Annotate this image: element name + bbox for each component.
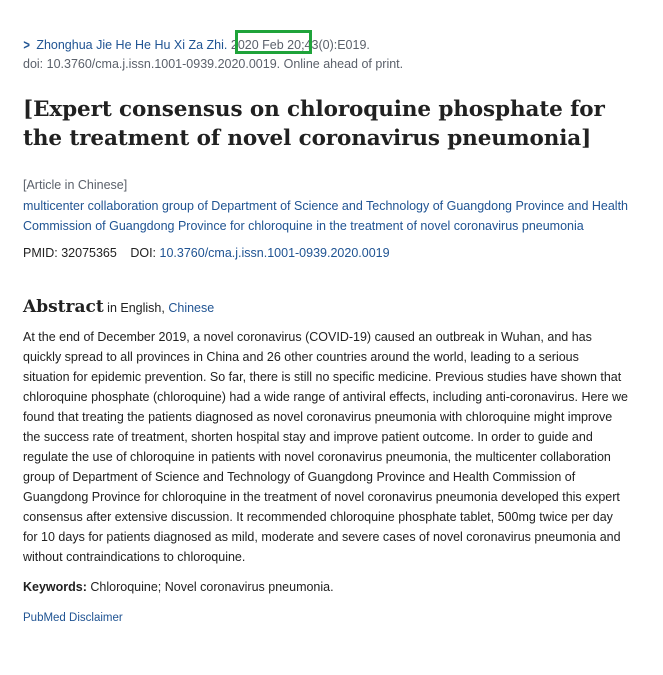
- language-note: [Article in Chinese]: [23, 178, 128, 192]
- abstract-language-prefix: in English,: [107, 301, 165, 315]
- chinese-language-link[interactable]: Chinese: [168, 301, 215, 315]
- chevron-right-icon: >: [23, 37, 30, 53]
- keywords-value: Chloroquine; Novel coronavirus pneumonia.: [90, 580, 334, 594]
- abstract-heading: Abstract: [23, 297, 104, 317]
- article-title: [Expert consensus on chloroquine phosphate for the treatment of novel coronavirus pneumonia]: [23, 97, 605, 151]
- doi-label: DOI:: [130, 246, 157, 260]
- publication-date: 2020 Feb 20: [230, 38, 302, 52]
- pmid-value: 32075365: [61, 246, 117, 260]
- citation-line: [23, 37, 633, 54]
- authors-link[interactable]: multicenter collaboration group of Department of Science and Technology of Guangdong Province and Health Commission of Guangdong Province for chloroquine in the treatment of novel coronavirus pneumonia: [23, 199, 629, 233]
- keywords-label: Keywords:: [23, 580, 87, 594]
- abstract-text: At the end of December 2019, a novel coronavirus (COVID-19) caused an outbreak in Wuhan, and has quickly spread to all provinces in China and 26 other countries around the world, leading to a serious situation for epidemic prevention. So far, there is still no specific medicine. Previous studies have shown that chloroquine phosphate (chloroquine) had a wide range of antiviral effects, including anti-coronavirus. Here we found that treating the patients diagnosed as novel coronavirus pneumonia with chloroquine might improve the success rate of treatment, shorten hospital stay and improve patient outcome. In order to guide and regulate the use of chloroquine in patients with novel coronavirus pneumonia, the multicenter collaboration group of Department of Science and Technology of Guangdong Province and Health Commission of Guangdong Province for chloroquine in the treatment of novel coronavirus pneumonia developed this expert consensus after extensive discussion. It recommended chloroquine phosphate tablet, 500mg twice per day for 10 days for patients diagnosed as mild, moderate and severe cases of novel coronavirus pneumonia and without contraindications to chloroquine.: [23, 330, 628, 564]
- doi-line: doi: 10.3760/cma.j.issn.1001-0939.2020.0019. Online ahead of print.: [23, 57, 404, 71]
- doi-link[interactable]: 10.3760/cma.j.issn.1001-0939.2020.0019: [159, 246, 390, 260]
- identifiers: [23, 245, 633, 262]
- pmid-label: PMID:: [23, 246, 58, 260]
- volume-issue: ;43(0):E019.: [301, 38, 370, 52]
- abstract-header: [23, 297, 633, 317]
- pubmed-disclaimer-link[interactable]: PubMed Disclaimer: [23, 612, 123, 624]
- article-page: [23, 37, 633, 624]
- keywords: [23, 579, 633, 596]
- journal-link[interactable]: Zhonghua Jie He He Hu Xi Za Zhi.: [36, 38, 228, 52]
